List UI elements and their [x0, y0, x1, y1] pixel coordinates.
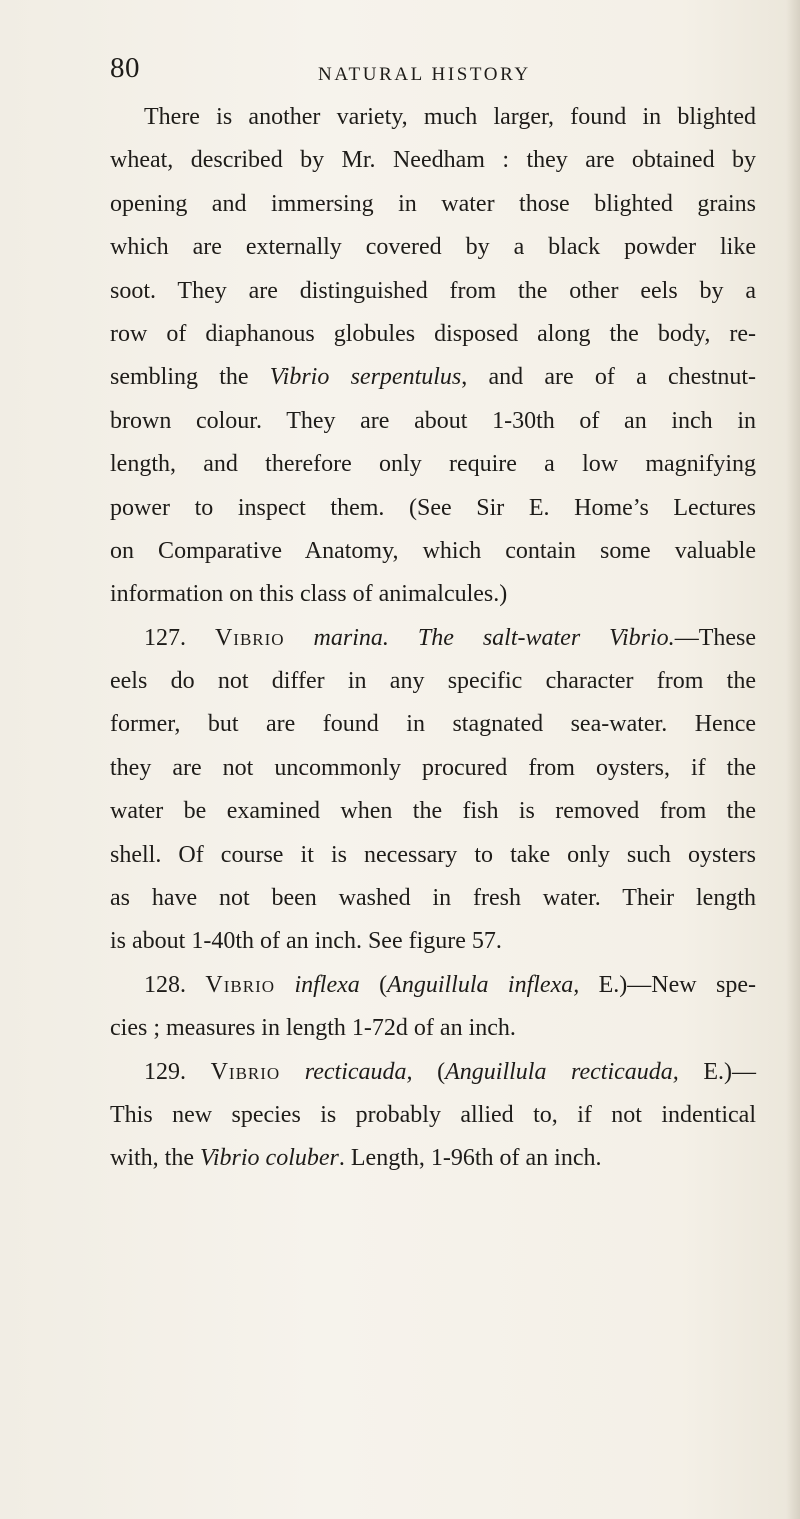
- text-line: with, the Vibrio coluber. Length, 1-96th of an inch.: [110, 1145, 602, 1172]
- text-line: opening and immersing in water those blighted grains: [110, 190, 756, 217]
- text-line: soot. They are distinguished from the other eels by a: [110, 277, 756, 304]
- genus-name: Vibrio: [210, 1058, 281, 1085]
- entry-128: 128. Vibrio inflexa (Anguillula inflexa, E.)—New spe-: [144, 971, 757, 998]
- text-line: eels do not differ in any specific character from the: [110, 668, 756, 695]
- entry-129: 129. Vibrio recticauda, (Anguillula recticauda, E.)—: [144, 1058, 757, 1085]
- species-title: marina. The salt-water Vibrio.: [313, 624, 675, 651]
- text-line: This new species is probably allied to, if not indentical: [110, 1101, 756, 1128]
- running-head: NATURAL HISTORY: [318, 64, 531, 85]
- genus-name: Vibrio: [214, 624, 285, 651]
- text-line: as have not been washed in fresh water. Their length: [110, 885, 756, 912]
- text-line: information on this class of animalcules.): [110, 581, 508, 608]
- text-line: length, and therefore only require a low magnifying: [110, 451, 756, 478]
- text-line: sembling the Vibrio serpentulus, and are of a chestnut-: [110, 364, 756, 391]
- entry-127: 127. Vibrio marina. The salt-water Vibrio.—These: [144, 624, 756, 651]
- page-number: 80: [110, 52, 140, 84]
- text-line: water be examined when the fish is removed from the: [110, 798, 756, 825]
- synonym-name: Anguillula recticauda,: [445, 1058, 679, 1085]
- species-name: inflexa: [294, 971, 360, 998]
- text-line: former, but are found in stagnated sea-water. Hence: [110, 711, 756, 738]
- text-line: which are externally covered by a black powder like: [110, 234, 756, 261]
- genus-name: Vibrio: [205, 971, 276, 998]
- text-line: power to inspect them. (See Sir E. Home’s Lectures: [110, 494, 756, 521]
- text-line: brown colour. They are about 1-30th of an inch in: [110, 407, 756, 434]
- text-line: is about 1-40th of an inch. See figure 57.: [110, 928, 502, 955]
- body-text: [110, 96, 756, 1181]
- text-line: they are not uncommonly procured from oysters, if the: [110, 754, 756, 781]
- species-name: Vibrio serpentulus: [269, 364, 462, 391]
- species-name: Vibrio coluber: [200, 1145, 339, 1172]
- synonym-name: Anguillula inflexa,: [387, 971, 580, 998]
- text-line: on Comparative Anatomy, which contain some valuable: [110, 537, 756, 564]
- text-line: wheat, described by Mr. Needham : they are obtained by: [110, 147, 756, 174]
- text-line: row of diaphanous globules disposed along the body, re-: [110, 320, 756, 347]
- text-line: cies ; measures in length 1-72d of an inch.: [110, 1015, 516, 1042]
- species-name: recticauda,: [304, 1058, 413, 1085]
- page-edge-shadow: [786, 0, 800, 1519]
- text-line: There is another variety, much larger, found in blighted: [144, 104, 756, 130]
- text-line: shell. Of course it is necessary to take only such oysters: [110, 841, 756, 868]
